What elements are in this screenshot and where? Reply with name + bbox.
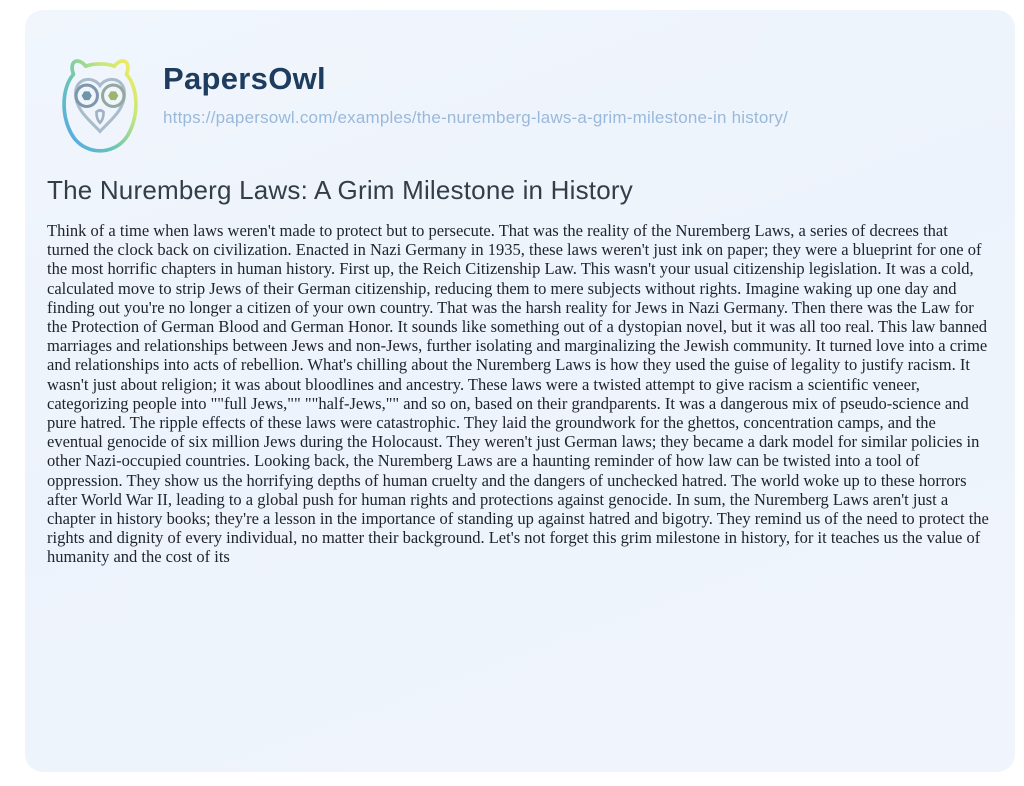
brand-name: PapersOwl xyxy=(163,61,326,96)
site-header xyxy=(25,10,1015,160)
header-text-block xyxy=(163,54,788,128)
owl-logo-icon xyxy=(49,54,151,160)
article-title: The Nuremberg Laws: A Grim Milestone in History xyxy=(47,175,633,205)
source-url-link[interactable]: https://papersowl.com/examples/the-nuremberg-laws-a-grim-milestone-in history/ xyxy=(163,108,788,128)
document-card xyxy=(25,10,1015,772)
article-body: Think of a time when laws weren't made to protect but to persecute. That was the reality of the Nuremberg Laws, a series of decrees that turned the clock back on civilization. Enacted in Nazi Germany in 1935, these laws weren't just ink on paper; they were a blueprint for one of the most horrific chapters in human history. First up, the Reich Citizenship Law. This wasn't your usual citizenship legislation. It was a cold, calculated move to strip Jews of their German citizenship, reducing them to mere subjects without rights. Imagine waking up one day and finding out you're no longer a citizen of your own country. That was the harsh reality for Jews in Nazi Germany. Then there was the Law for the Protection of German Blood and German Honor. It sounds like something out of a dystopian novel, but it was all too real. This law banned marriages and relationships between Jews and non-Jews, further isolating and marginalizing the Jewish community. It turned love into a crime and relationships into acts of rebellion. What's chilling about the Nuremberg Laws is how they used the guise of legality to justify racism. It wasn't just about religion; it was about bloodlines and ancestry. These laws were a twisted attempt to give racism a scientific veneer, categorizing people into ""full Jews,"" ""half-Jews,"" and so on, based on their grandparents. It was a dangerous mix of pseudo-science and pure hatred. The ripple effects of these laws were catastrophic. They laid the groundwork for the ghettos, concentration camps, and the eventual genocide of six million Jews during the Holocaust. They weren't just German laws; they became a dark model for similar policies in other Nazi-occupied countries. Looking back, the Nuremberg Laws are a haunting reminder of how law can be twisted into a tool of oppression. They show us the horrifying depths of human cruelty and the dangers of unchecked hatred. The world woke up to these horrors after World War II, leading to a global push for human rights and protections against genocide. In sum, the Nuremberg Laws aren't just a chapter in history books; they're a lesson in the importance of standing up against hatred and bigotry. They remind us of the need to protect the rights and dignity of every individual, no matter their background. Let's not forget this grim milestone in history, for it teaches us the value of humanity and the cost of its xyxy=(47,221,989,567)
